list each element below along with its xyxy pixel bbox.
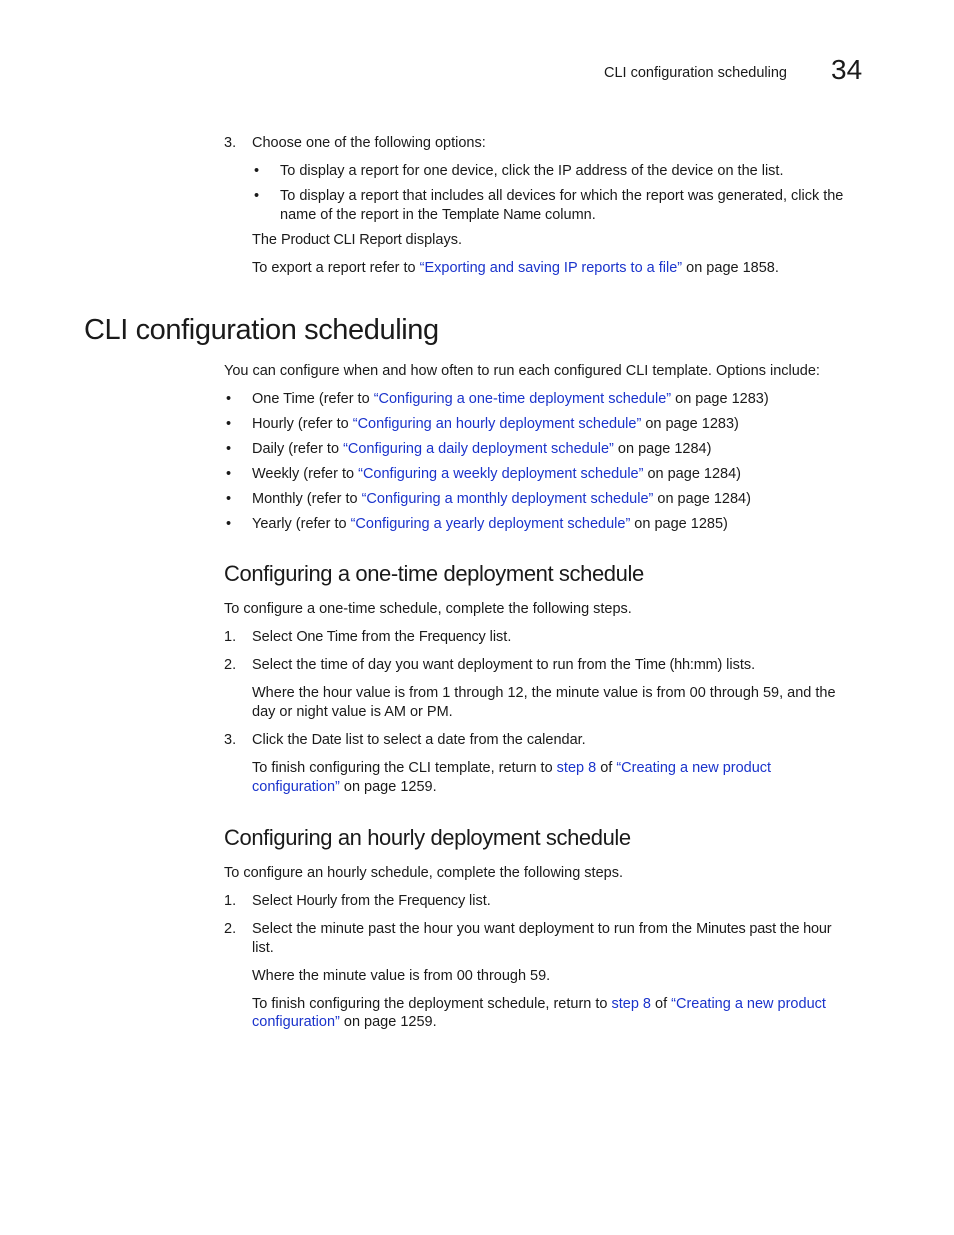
ui-term: Time (hh:mm) (634, 657, 723, 673)
option-link[interactable]: “Configuring an hourly deployment schedule” (352, 416, 642, 432)
option-link[interactable]: “Configuring a yearly deployment schedule” (350, 516, 631, 532)
export-report-link[interactable]: “Exporting and saving IP reports to a file” (419, 260, 683, 276)
subsection-heading: Configuring an hourly deployment schedule (224, 825, 631, 850)
bullet-text-cont: name of the report in the Template Name column. (280, 207, 596, 223)
step-link[interactable]: step 8 (556, 760, 597, 776)
section-heading: CLI configuration scheduling (84, 314, 439, 346)
bullet-text: To display a report for one device, click the IP address of the device on the list. (280, 163, 784, 179)
step-text: Choose one of the following options: (252, 135, 486, 151)
bullet-icon: • (226, 416, 232, 432)
step-text: Select the minute past the hour you want deployment to run from the Minutes past the hour (252, 921, 832, 937)
step-note: Where the minute value is from 00 through 59. (252, 968, 551, 984)
ui-term: Template Name (442, 207, 541, 223)
bullet-icon: • (226, 466, 232, 482)
option-link[interactable]: “Configuring a daily deployment schedule” (343, 441, 614, 457)
chapter-number: 34 (831, 54, 863, 85)
ui-term: Date (311, 732, 342, 748)
bullet-icon: • (226, 491, 232, 507)
bullet-icon: • (254, 163, 260, 179)
bullet-text: To display a report that includes all devices for which the report was generated, click the (280, 188, 844, 204)
finish-text-cont: configuration” on page 1259. (252, 1014, 437, 1030)
running-header-title: CLI configuration scheduling (604, 65, 787, 81)
section-intro: You can configure when and how often to run each configured CLI template. Options include: (224, 363, 820, 379)
creating-product-config-link[interactable]: configuration” (252, 1014, 340, 1030)
step-text: Click the Date list to select a date from the calendar. (252, 732, 586, 748)
bullet-icon: • (226, 441, 232, 457)
subsection-heading: Configuring a one-time deployment schedule (224, 561, 644, 586)
step-note: Where the hour value is from 1 through 12, the minute value is from 00 through 59, and the (252, 685, 836, 701)
creating-product-config-link[interactable]: “Creating a new product (616, 760, 772, 776)
step-link[interactable]: step 8 (611, 996, 651, 1012)
option-item: Daily (refer to “Configuring a daily deployment schedule” on page 1284) (252, 441, 712, 457)
displays-text: The Product CLI Report displays. (252, 232, 462, 248)
option-item: Monthly (refer to “Configuring a monthly deployment schedule” on page 1284) (252, 491, 751, 507)
ui-term: Product CLI Report (281, 232, 402, 248)
option-link[interactable]: “Configuring a one-time deployment schedule” (373, 391, 672, 407)
bullet-icon: • (226, 516, 232, 532)
step-text-cont: list. (252, 940, 274, 956)
step-text: Select the time of day you want deployment to run from the Time (hh:mm) lists. (252, 657, 756, 673)
creating-product-config-link[interactable]: “Creating a new product (671, 996, 826, 1012)
export-text: To export a report refer to “Exporting and saving IP reports to a file” on page 1858. (252, 260, 779, 276)
option-link[interactable]: “Configuring a monthly deployment schedule” (361, 491, 654, 507)
ui-term: Hourly (296, 893, 338, 909)
ui-term: Frequency (398, 893, 466, 909)
step-number: 3. (224, 135, 237, 151)
finish-text: To finish configuring the deployment schedule, return to step 8 of “Creating a new product (252, 996, 826, 1012)
option-item: Hourly (refer to “Configuring an hourly deployment schedule” on page 1283) (252, 416, 739, 432)
bullet-icon: • (254, 188, 260, 204)
ui-term: One Time (296, 629, 358, 645)
step-number: 2. (224, 657, 237, 673)
option-item: One Time (refer to “Configuring a one-time deployment schedule” on page 1283) (252, 391, 769, 407)
option-item: Yearly (refer to “Configuring a yearly deployment schedule” on page 1285) (252, 516, 728, 532)
subsection-intro: To configure a one-time schedule, complete the following steps. (224, 601, 632, 617)
finish-text-cont: configuration” on page 1259. (252, 779, 437, 795)
step-text: Select One Time from the Frequency list. (252, 629, 512, 645)
step-number: 1. (224, 893, 237, 909)
creating-product-config-link[interactable]: configuration” (252, 779, 340, 795)
finish-text: To finish configuring the CLI template, return to step 8 of “Creating a new product (252, 760, 772, 776)
step-note: day or night value is AM or PM. (252, 704, 453, 720)
ui-term: Minutes past the hour (696, 921, 832, 937)
bullet-icon: • (226, 391, 232, 407)
step-number: 2. (224, 921, 237, 937)
ui-term: Frequency (418, 629, 486, 645)
option-link[interactable]: “Configuring a weekly deployment schedule” (358, 466, 644, 482)
option-item: Weekly (refer to “Configuring a weekly deployment schedule” on page 1284) (252, 466, 741, 482)
step-number: 3. (224, 732, 237, 748)
subsection-intro: To configure an hourly schedule, complete the following steps. (224, 865, 623, 881)
step-number: 1. (224, 629, 237, 645)
step-text: Select Hourly from the Frequency list. (252, 893, 491, 909)
